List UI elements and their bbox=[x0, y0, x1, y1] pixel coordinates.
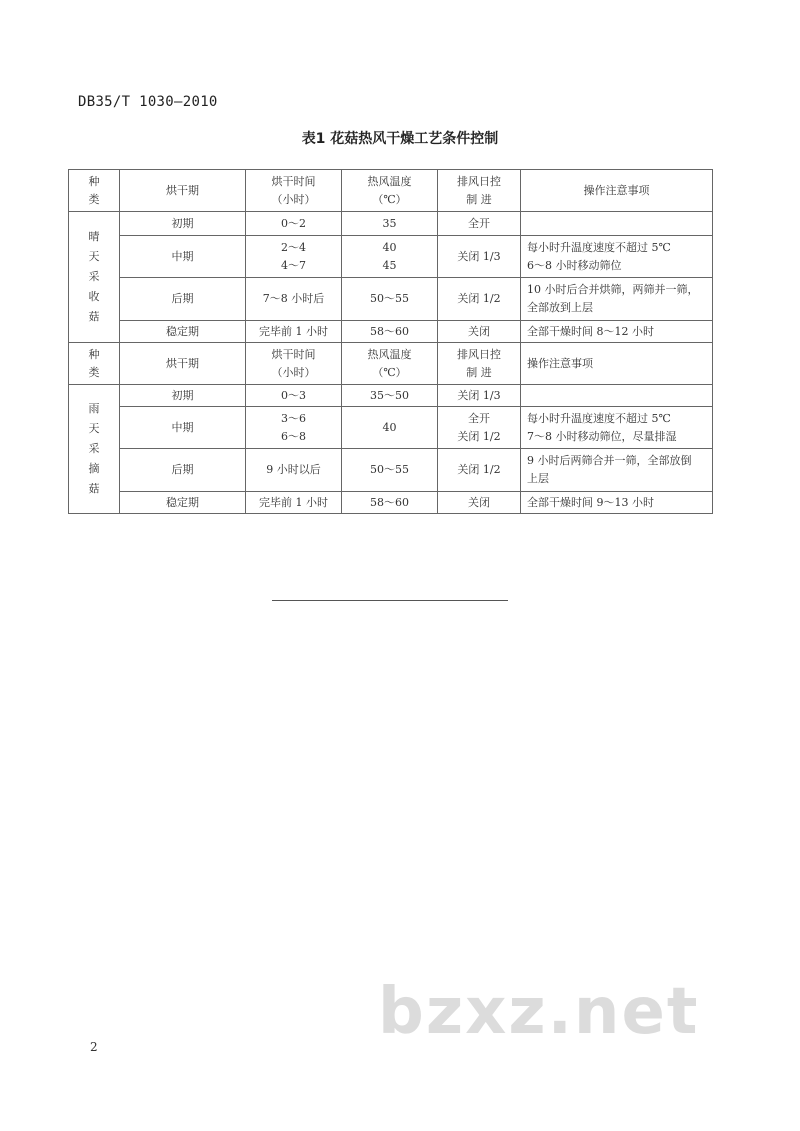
cell-temperature: 35 bbox=[342, 212, 438, 236]
table-header-row bbox=[69, 343, 713, 385]
cell-note: 9 小时后两筛合并一筛，全部放倒 上层 bbox=[521, 449, 713, 492]
cell-time: 0～3 bbox=[246, 385, 342, 407]
end-divider bbox=[272, 600, 508, 601]
cell-time: 7～8 小时后 bbox=[246, 278, 342, 321]
table-row bbox=[69, 492, 713, 514]
cell-note: 全部干燥时间 8～12 小时 bbox=[521, 321, 713, 343]
cell-time: 9 小时以后 bbox=[246, 449, 342, 492]
cell-temperature: 40 45 bbox=[342, 236, 438, 278]
document-code: DB35/T 1030—2010 bbox=[78, 94, 218, 110]
cell-temperature: 58～60 bbox=[342, 492, 438, 514]
header-temperature: 热风温度 （℃） bbox=[342, 170, 438, 212]
cell-note bbox=[521, 385, 713, 407]
cell-vent: 关闭 1/2 bbox=[438, 449, 521, 492]
cell-note: 10 小时后合并烘筛，两筛并一筛， 全部放到上层 bbox=[521, 278, 713, 321]
header-notes: 操作注意事项 bbox=[521, 343, 713, 385]
cell-time: 完毕前 1 小时 bbox=[246, 492, 342, 514]
cell-phase: 初期 bbox=[120, 385, 246, 407]
table-row bbox=[69, 321, 713, 343]
header-vent: 排风日控 制 进 bbox=[438, 170, 521, 212]
cell-temperature: 58～60 bbox=[342, 321, 438, 343]
cell-vent: 关闭 1/3 bbox=[438, 385, 521, 407]
category-rainy: 雨 天 采 摘 菇 bbox=[69, 385, 120, 514]
cell-vent: 关闭 1/3 bbox=[438, 236, 521, 278]
cell-phase: 后期 bbox=[120, 278, 246, 321]
header-category: 种 类 bbox=[69, 343, 120, 385]
table-row bbox=[69, 385, 713, 407]
header-vent: 排风日控 制 进 bbox=[438, 343, 521, 385]
cell-phase: 稳定期 bbox=[120, 492, 246, 514]
table-row bbox=[69, 407, 713, 449]
header-category: 种 类 bbox=[69, 170, 120, 212]
watermark: bzxz.net bbox=[378, 975, 700, 1049]
cell-note: 每小时升温度速度不超过 5℃ 7～8 小时移动筛位，尽量排湿 bbox=[521, 407, 713, 449]
header-time: 烘干时间 （小时） bbox=[246, 343, 342, 385]
header-temperature: 热风温度 （℃） bbox=[342, 343, 438, 385]
table-row bbox=[69, 212, 713, 236]
cell-temperature: 50～55 bbox=[342, 449, 438, 492]
cell-phase: 中期 bbox=[120, 407, 246, 449]
cell-phase: 初期 bbox=[120, 212, 246, 236]
category-sunny: 晴 天 采 收 菇 bbox=[69, 212, 120, 343]
cell-phase: 中期 bbox=[120, 236, 246, 278]
page-number: 2 bbox=[90, 1040, 98, 1054]
header-time: 烘干时间 （小时） bbox=[246, 170, 342, 212]
cell-temperature: 35～50 bbox=[342, 385, 438, 407]
cell-vent: 关闭 bbox=[438, 321, 521, 343]
table-row bbox=[69, 236, 713, 278]
header-phase: 烘干期 bbox=[120, 170, 246, 212]
cell-time: 完毕前 1 小时 bbox=[246, 321, 342, 343]
table-title: 表1 花菇热风干燥工艺条件控制 bbox=[301, 131, 499, 147]
table-row bbox=[69, 449, 713, 492]
cell-vent: 全开 关闭 1/2 bbox=[438, 407, 521, 449]
cell-vent: 关闭 1/2 bbox=[438, 278, 521, 321]
cell-vent: 全开 bbox=[438, 212, 521, 236]
cell-phase: 稳定期 bbox=[120, 321, 246, 343]
cell-time: 3～6 6～8 bbox=[246, 407, 342, 449]
cell-temperature: 50～55 bbox=[342, 278, 438, 321]
header-notes: 操作注意事项 bbox=[521, 170, 713, 212]
drying-conditions-table bbox=[68, 169, 713, 514]
header-phase: 烘干期 bbox=[120, 343, 246, 385]
cell-time: 0～2 bbox=[246, 212, 342, 236]
cell-phase: 后期 bbox=[120, 449, 246, 492]
cell-note: 全部干燥时间 9～13 小时 bbox=[521, 492, 713, 514]
table-row bbox=[69, 278, 713, 321]
cell-note bbox=[521, 212, 713, 236]
cell-temperature: 40 bbox=[342, 407, 438, 449]
table-header-row bbox=[69, 170, 713, 212]
cell-note: 每小时升温度速度不超过 5℃ 6～8 小时移动筛位 bbox=[521, 236, 713, 278]
cell-vent: 关闭 bbox=[438, 492, 521, 514]
cell-time: 2～4 4～7 bbox=[246, 236, 342, 278]
